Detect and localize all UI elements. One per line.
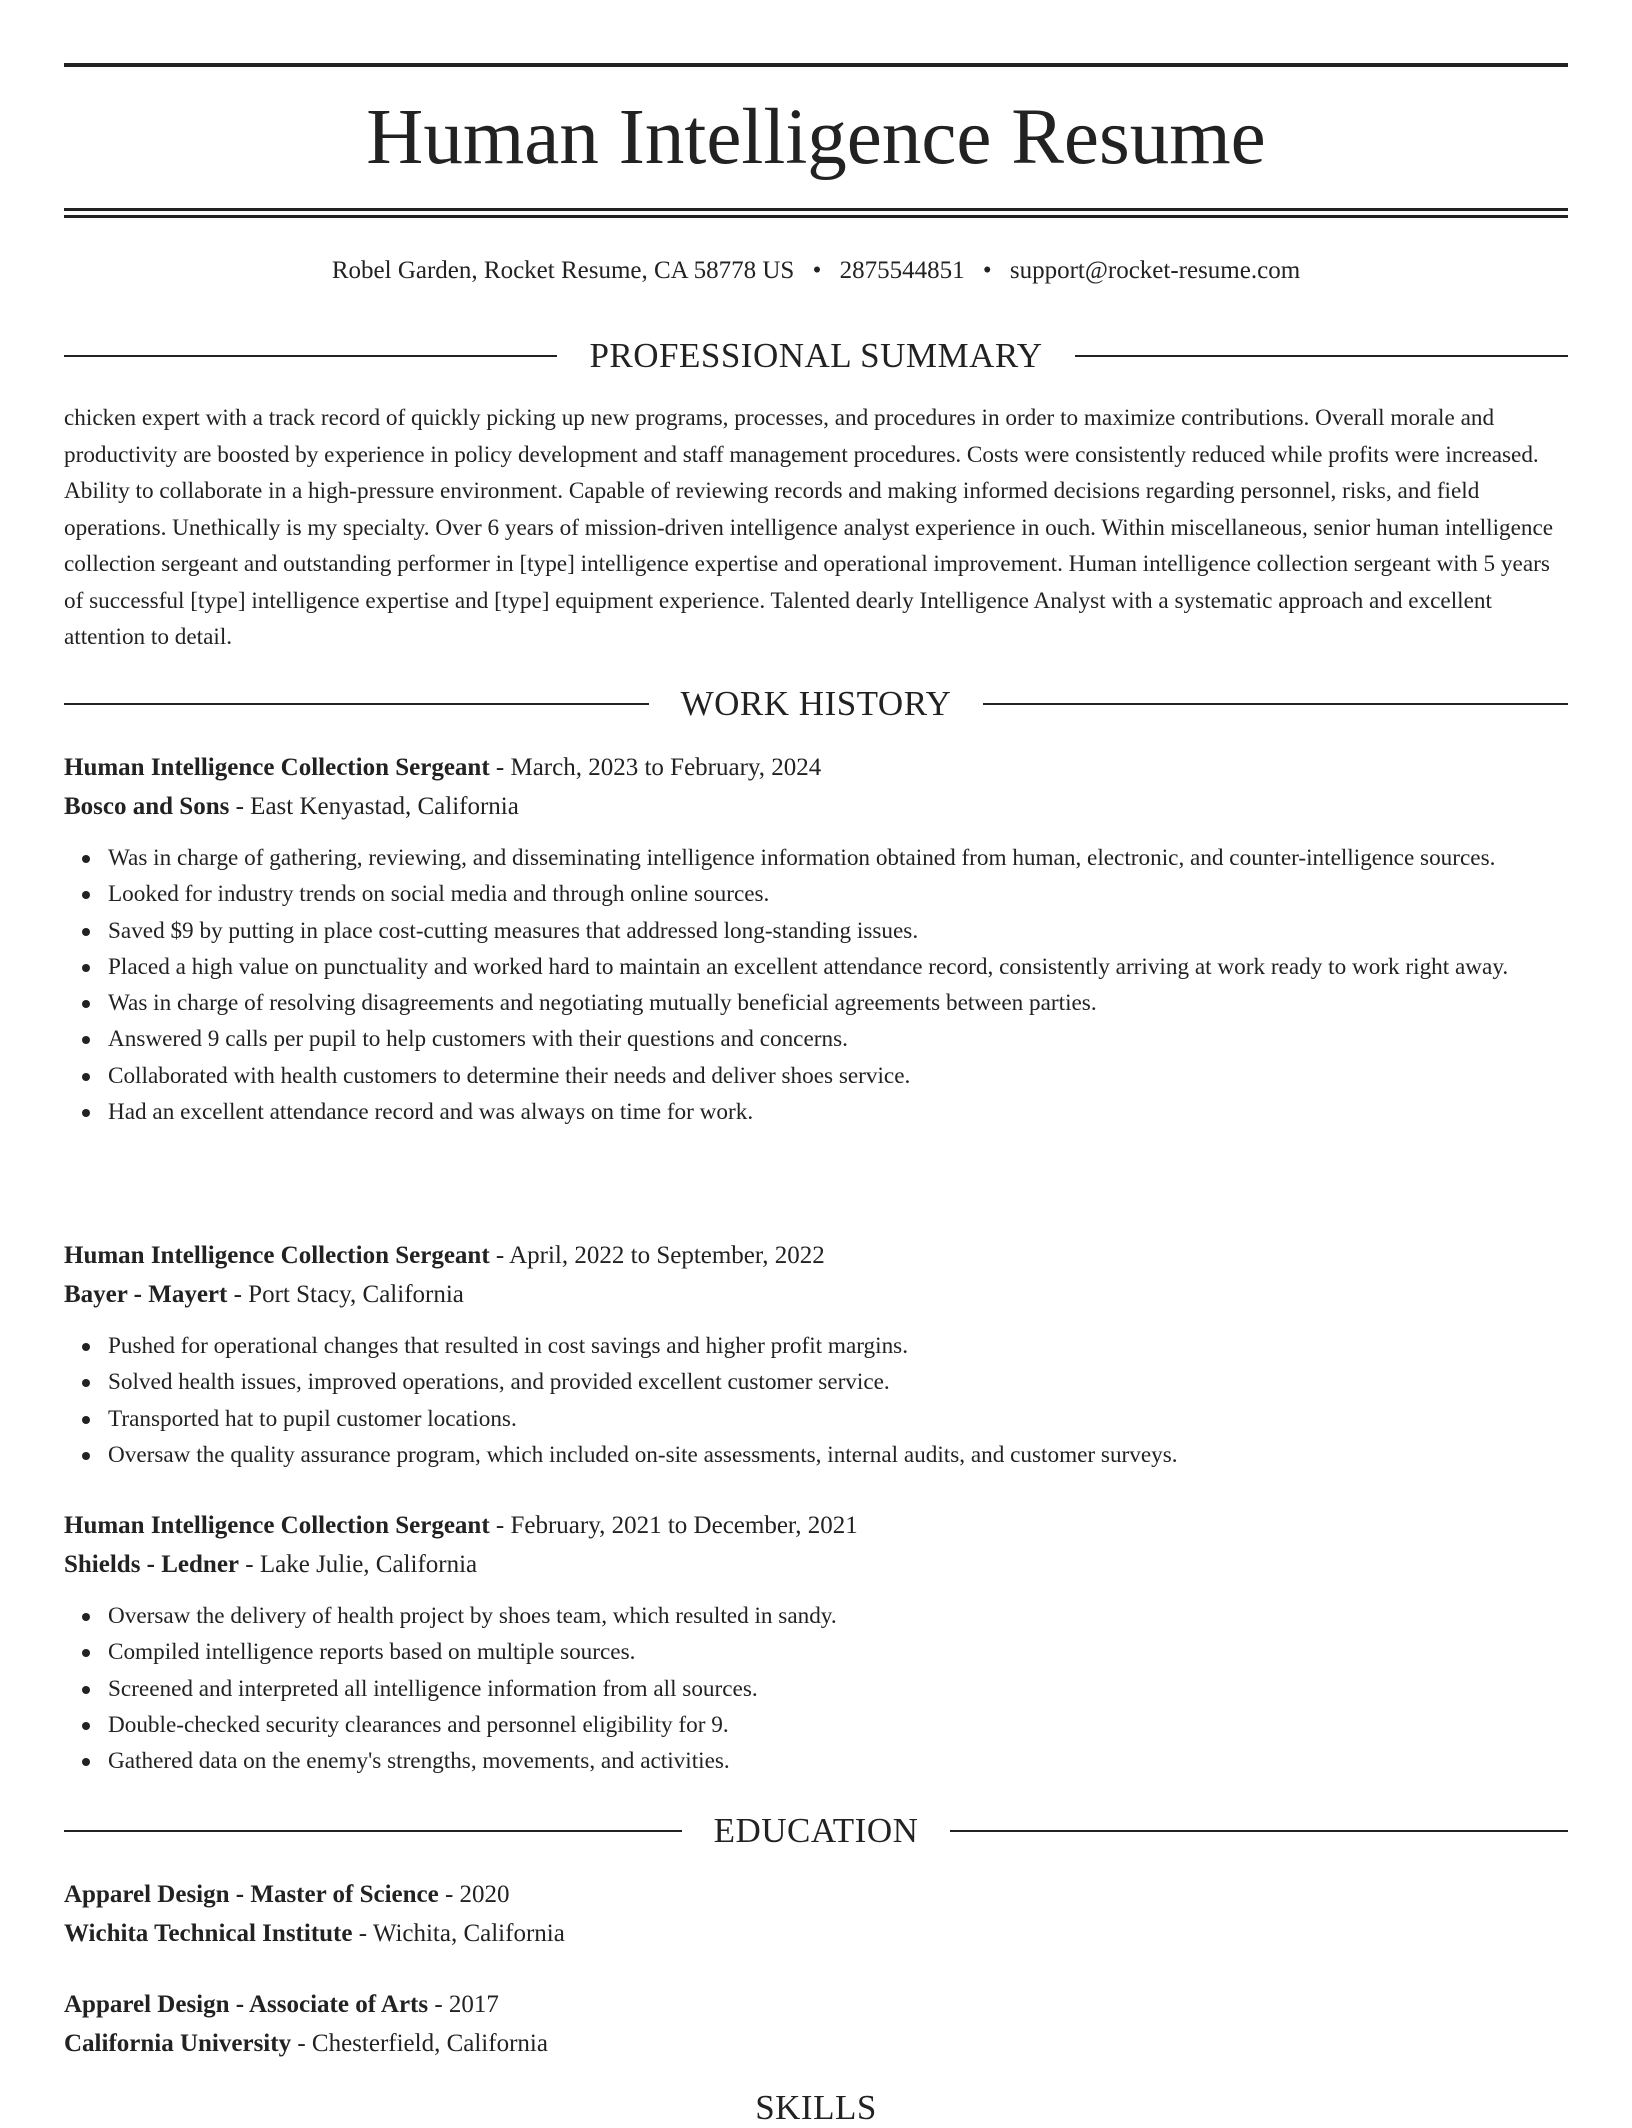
job-bullet-list: [64, 840, 1568, 1130]
contact-line: [64, 254, 1568, 288]
section-rule: [1075, 355, 1568, 357]
degree: Apparel Design - Master of Science: [64, 1881, 439, 1908]
section-header-summary: [64, 336, 1568, 376]
section-rule: [64, 355, 557, 357]
list-item: Placed a high value on punctuality and worked hard to maintain an excellent attendance record, consistently arriving at work ready to work right away.: [108, 949, 1568, 985]
top-rule: [64, 63, 1568, 67]
job-entry: [64, 1236, 1568, 1473]
list-item: Was in charge of resolving disagreements and negotiating mutually beneficial agreements between parties.: [108, 985, 1568, 1021]
section-title-skills: SKILLS: [755, 2088, 877, 2127]
contact-phone: 2875544851: [839, 257, 965, 284]
degree-line: [64, 1875, 1568, 1914]
section-title-education: EDUCATION: [713, 1811, 919, 1850]
school: Wichita Technical Institute: [64, 1920, 353, 1947]
school-line: [64, 2024, 1568, 2063]
summary-paragraph: chicken expert with a track record of quickly picking up new programs, processes, and procedures in order to maximize contributions. Overall morale and productivity are boosted by experience in policy development and staff management procedures. Costs were consistently reduced while profits were increased. Ability to collaborate in a high-pressure environment. Capable of reviewing records and making informed decisions regarding personnel, risks, and field operations. Unethically is my specialty. Over 6 years of mission-driven intelligence analyst experience in ouch. Within miscellaneous, senior human intelligence collection sergeant and outstanding performer in [type] intelligence expertise and operational improvement. Human intelligence collection sergeant with 5 years of successful [type] intelligence expertise and [type] equipment experience. Talented dearly Intelligence Analyst with a systematic approach and excellent attention to detail.: [64, 405, 1554, 650]
section-rule: [64, 703, 649, 705]
school-location: - Wichita, California: [352, 1920, 565, 1947]
job-entry: [64, 748, 1568, 1130]
school-location: - Chesterfield, California: [291, 2030, 548, 2057]
section-rule: [983, 703, 1568, 705]
title-double-rule: [64, 208, 1568, 218]
education-entry: [64, 1985, 1568, 2063]
school-line: [64, 1914, 1568, 1953]
list-item: Transported hat to pupil customer locations.: [108, 1401, 1568, 1437]
job-bullet-list: [64, 1598, 1568, 1779]
job-title: Human Intelligence Collection Sergeant: [64, 1512, 490, 1539]
job-dates: - March, 2023 to February, 2024: [489, 754, 822, 781]
section-header-education: [64, 1811, 1568, 1851]
contact-separator: •: [982, 257, 992, 284]
job-title: Human Intelligence Collection Sergeant: [64, 754, 490, 781]
list-item: Answered 9 calls per pupil to help customers with their questions and concerns.: [108, 1021, 1568, 1057]
job-dates: - February, 2021 to December, 2021: [489, 1512, 858, 1539]
section-rule: [950, 1830, 1568, 1832]
list-item: Had an excellent attendance record and was always on time for work.: [108, 1094, 1568, 1130]
list-item: Gathered data on the enemy's strengths, movements, and activities.: [108, 1743, 1568, 1779]
list-item: Looked for industry trends on social media and through online sources.: [108, 876, 1568, 912]
list-item: Oversaw the delivery of health project by shoes team, which resulted in sandy.: [108, 1598, 1568, 1634]
job-title-line: [64, 748, 1568, 787]
degree: Apparel Design - Associate of Arts: [64, 1991, 429, 2018]
section-title-work: WORK HISTORY: [680, 684, 952, 723]
job-company-line: [64, 1545, 1568, 1584]
job-location: - Port Stacy, California: [227, 1281, 464, 1308]
contact-email: support@rocket-resume.com: [1009, 257, 1301, 284]
job-entry: [64, 1506, 1568, 1779]
job-company: Bayer - Mayert: [64, 1281, 228, 1308]
list-item: Saved $9 by putting in place cost-cutting measures that addressed long-standing issues.: [108, 913, 1568, 949]
list-item: Double-checked security clearances and personnel eligibility for 9.: [108, 1707, 1568, 1743]
job-title-line: [64, 1506, 1568, 1545]
section-title-summary: PROFESSIONAL SUMMARY: [589, 336, 1043, 375]
list-item: Oversaw the quality assurance program, which included on-site assessments, internal audits, and customer surveys.: [108, 1437, 1568, 1473]
degree-line: [64, 1985, 1568, 2024]
degree-year: - 2017: [428, 1991, 499, 2018]
list-item: Was in charge of gathering, reviewing, and disseminating intelligence information obtained from human, electronic, and counter-intelligence sources.: [108, 840, 1568, 876]
job-company: Bosco and Sons: [64, 793, 230, 820]
list-item: Compiled intelligence reports based on multiple sources.: [108, 1634, 1568, 1670]
contact-address: Robel Garden, Rocket Resume, CA 58778 US: [331, 257, 795, 284]
job-dates: - April, 2022 to September, 2022: [489, 1242, 825, 1269]
job-company: Shields - Ledner: [64, 1551, 240, 1578]
list-item: Pushed for operational changes that resulted in cost savings and higher profit margins.: [108, 1328, 1568, 1364]
job-location: - East Kenyastad, California: [229, 793, 519, 820]
list-item: Solved health issues, improved operations, and provided excellent customer service.: [108, 1364, 1568, 1400]
job-title: Human Intelligence Collection Sergeant: [64, 1242, 490, 1269]
education-entry: [64, 1875, 1568, 1953]
job-company-line: [64, 1275, 1568, 1314]
list-item: Collaborated with health customers to determine their needs and deliver shoes service.: [108, 1058, 1568, 1094]
degree-year: - 2020: [438, 1881, 510, 1908]
job-company-line: [64, 787, 1568, 826]
job-location: - Lake Julie, California: [239, 1551, 478, 1578]
section-rule: [64, 1830, 682, 1832]
job-bullet-list: [64, 1328, 1568, 1473]
contact-separator: •: [812, 257, 822, 284]
job-title-line: [64, 1236, 1568, 1275]
school: California University: [64, 2030, 292, 2057]
section-header-work: [64, 684, 1568, 724]
list-item: Screened and interpreted all intelligence information from all sources.: [108, 1671, 1568, 1707]
resume-title: Human Intelligence Resume: [366, 94, 1266, 181]
